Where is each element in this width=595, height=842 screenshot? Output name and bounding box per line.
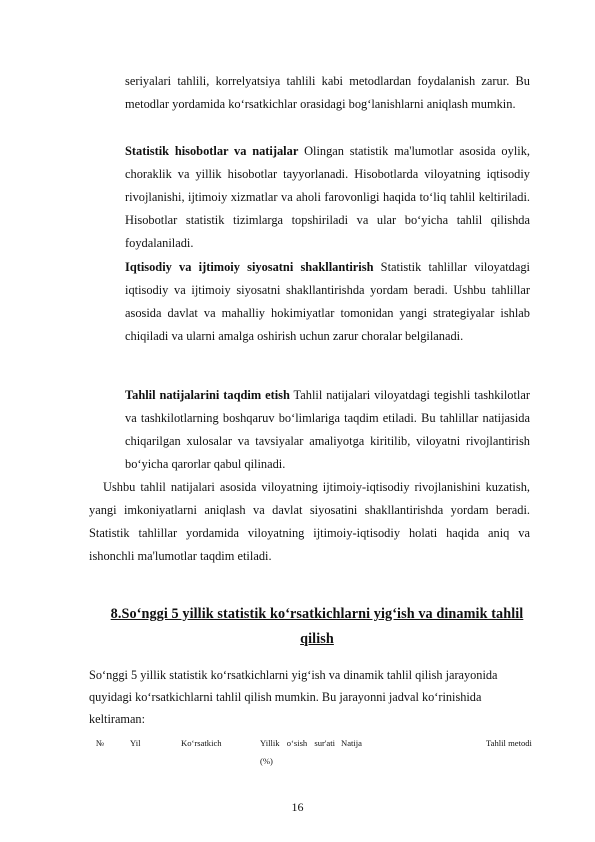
table-header-result: Natija — [341, 738, 362, 748]
table-header-row — [89, 734, 559, 774]
paragraph-reports — [125, 140, 530, 255]
table-header-method: Tahlil metodi — [486, 738, 532, 748]
table-header-year: Yil — [130, 738, 141, 748]
paragraph-policy — [125, 256, 530, 348]
section-heading: 8.So‘nggi 5 yillik statistik ko‘rsatkichlarni yig‘ish va dinamik tahlil qilish — [110, 606, 524, 647]
paragraph-lead: Tahlil natijalarini taqdim etish — [125, 388, 290, 402]
paragraph-lead: Iqtisodiy va ijtimoiy siyosatni shakllantirish — [125, 260, 374, 274]
paragraph-text: Statistik tahlillar viloyatdagi iqtisodiy va ijtimoiy siyosatni shakllantirishda yordam beradi. Ushbu tahlillar asosida davlat va mahalliy hokimiyatlar tomonidan yangi strategiyalar ishlab chiqiladi va ularni amalga oshirish uchun zarur choralar belgilanadi. — [125, 260, 530, 344]
table-header-number: № — [96, 738, 105, 748]
section-intro: So‘nggi 5 yillik statistik ko‘rsatkichlarni yig‘ish va dinamik tahlil qilish jarayonida quyidagi ko‘rsatkichlarni tahlil qilish mumkin. Bu jarayonni jadval ko‘rinishida keltiraman: — [89, 668, 498, 726]
paragraph-lead: Statistik hisobotlar va natijalar — [125, 144, 299, 158]
paragraph-text: Ushbu tahlil natijalari asosida viloyatning ijtimoiy-iqtisodiy rivojlanishini kuzatish, yangi imkoniyatlarni aniqlash va davlat siyosatini shakllantirishda yordam beradi. Statistik tahlillar yordamida viloyatning ijtimoiy-iqtisodiy holati haqida aniq va ishonchli ma'lumotlar taqdim etiladi. — [89, 480, 530, 564]
page-number: 16 — [291, 800, 304, 814]
paragraph-presentation — [125, 384, 530, 476]
paragraph-text: seriyalari tahlili, korrelyatsiya tahlili kabi metodlardan foydalanish zarur. Bu metodlar yordamida ko‘rsatkichlar orasidagi bog‘lanishlarni aniqlash mumkin. — [125, 74, 530, 112]
paragraph-time-series — [125, 70, 530, 116]
table-header-indicator: Ko‘rsatkich — [181, 738, 222, 748]
paragraph-conclusion — [89, 476, 530, 568]
paragraph-text: Tahlil natijalari viloyatdagi tegishli tashkilotlar va tashkilotlarning boshqaruv bo‘limlariga taqdim etiladi. Bu tahlillar natijasida chiqarilgan xulosalar va tavsiyalar amaliyotga kiritilib, viloyatni rivojlantirish bo‘yicha qarorlar qabul qilinadi. — [125, 388, 530, 472]
paragraph-text: Olingan statistik ma'lumotlar asosida oylik, choraklik va yillik hisobotlar tayyorlanadi. Hisobotlarda viloyatning iqtisodiy rivojlanishi, ijtimoiy xizmatlar va aholi farovonligi haqida to‘liq tahlil keltiriladi. Hisobotlar statistik tizimlarga topshiriladi va ular bo‘yicha tahlil qilishda foydalaniladi. — [125, 144, 530, 251]
table-header-growth-rate: Yillik o‘sish sur'ati (%) — [260, 738, 335, 766]
